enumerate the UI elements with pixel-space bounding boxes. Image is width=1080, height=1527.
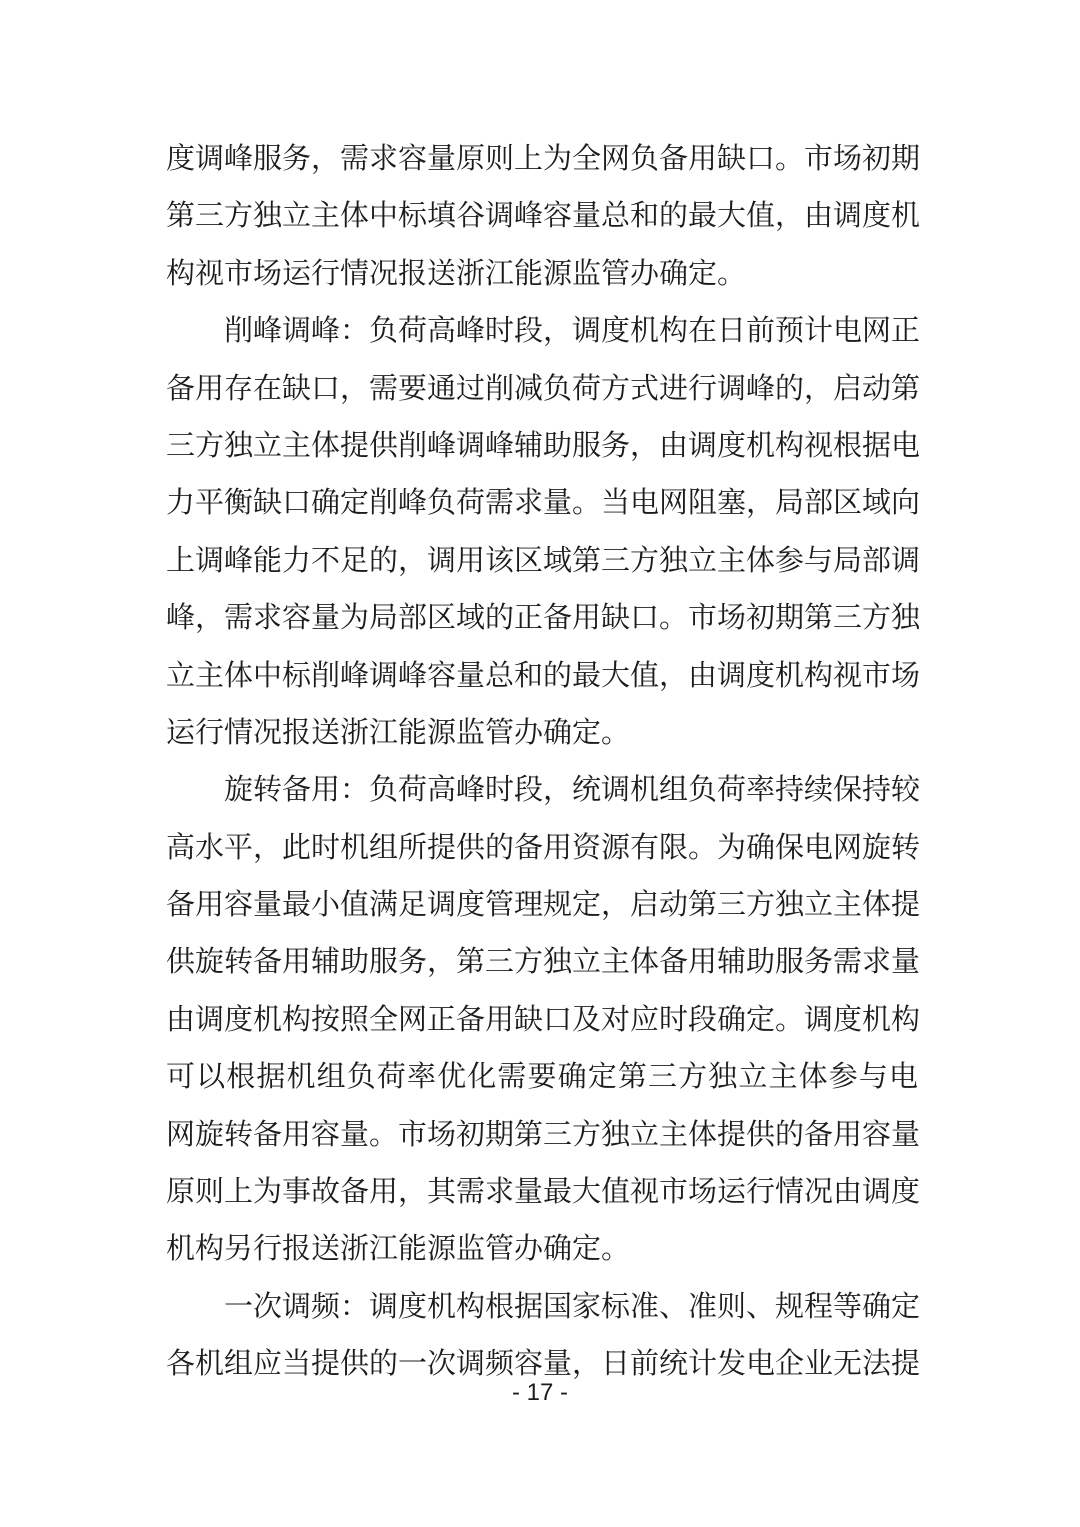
- text-line: 旋转备用：负荷高峰时段，统调机组负荷率持续保持较: [166, 772, 921, 807]
- text-line: 峰，需求容量为局部区域的正备用缺口。市场初期第三方独: [166, 600, 921, 635]
- text-line: 力平衡缺口确定削峰负荷需求量。当电网阻塞，局部区域向: [166, 485, 921, 520]
- text-line: 网旋转备用容量。市场初期第三方独立主体提供的备用容量: [166, 1116, 921, 1151]
- text-line: 上调峰能力不足的，调用该区域第三方独立主体参与局部调: [166, 542, 921, 577]
- text-line: 可以根据机组负荷率优化需要确定第三方独立主体参与电: [166, 1059, 918, 1094]
- text-line: 度调峰服务，需求容量原则上为全网负备用缺口。市场初期: [166, 141, 921, 175]
- text-line: 机构另行报送浙江能源监管办确定。: [166, 1231, 631, 1266]
- text-line: 供旋转备用辅助服务，第三方独立主体备用辅助服务需求量: [166, 944, 921, 979]
- body-text: [166, 130, 921, 1393]
- text-line: 第三方独立主体中标填谷调峰容量总和的最大值，由调度机: [166, 198, 921, 233]
- text-line: 备用容量最小值满足调度管理规定，启动第三方独立主体提: [166, 887, 921, 922]
- text-line: 运行情况报送浙江能源监管办确定。: [166, 714, 631, 749]
- page-number: - 17 -: [511, 1379, 568, 1406]
- text-line: 立主体中标削峰调峰容量总和的最大值，由调度机构视市场: [166, 657, 921, 692]
- text-line: 各机组应当提供的一次调频容量，日前统计发电企业无法提: [166, 1346, 921, 1381]
- text-line: 高水平，此时机组所提供的备用资源有限。为确保电网旋转: [166, 829, 921, 864]
- text-line: 构视市场运行情况报送浙江能源监管办确定。: [166, 255, 747, 290]
- text-line: 三方独立主体提供削峰调峰辅助服务，由调度机构视根据电: [166, 427, 921, 462]
- text-line: 由调度机构按照全网正备用缺口及对应时段确定。调度机构: [166, 1001, 921, 1036]
- text-line: 削峰调峰：负荷高峰时段，调度机构在日前预计电网正: [166, 313, 921, 348]
- text-line: 原则上为事故备用，其需求量最大值视市场运行情况由调度: [166, 1174, 921, 1209]
- text-line: 备用存在缺口，需要通过削减负荷方式进行调峰的，启动第: [166, 370, 921, 405]
- text-line: 一次调频：调度机构根据国家标准、准则、规程等确定: [166, 1288, 921, 1323]
